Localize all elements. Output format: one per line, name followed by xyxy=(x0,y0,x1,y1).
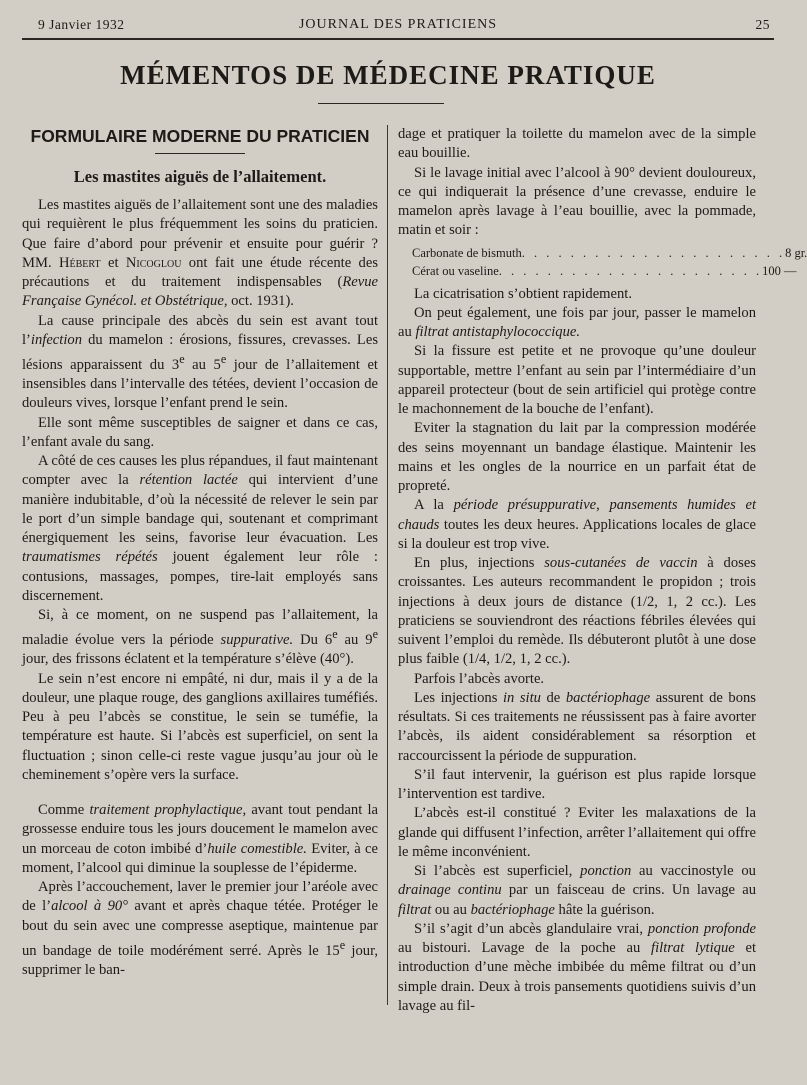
paragraph-presuppurative: A la période présuppurative, pansements humides et chauds toutes les deux heures. Applications locales de glace si la douleur est trop vive. xyxy=(398,497,757,552)
paragraph-cause: La cause principale des abcès du sein est avant tout l’infection du mamelon : érosions, fissures, crevasses. Les lésions apparaissent du 3e au 5e jour de l’allaitement et insensibles dans l’intervalle des tétées, devient l’occasion de douleurs vives, lorsque l’enfant prend le sein. xyxy=(22,312,378,412)
paragraph-filtrate: On peut également, une fois par jour, passer le mamelon au filtrat antistaphylococcique. xyxy=(398,304,756,340)
prescription-line: Carbonate de bismuth . . . . . . . . . . . . . . . . . . . . . . 8 gr. xyxy=(412,245,807,260)
main-title: MÉMENTOS DE MÉDECINE PRATIQUE xyxy=(120,60,656,90)
section-rule xyxy=(155,153,245,154)
paragraph-bleeding: Elle sont même susceptibles de saigner et dans ce cas, l’enfant avale du sang. xyxy=(22,414,378,450)
paragraph-symptoms: Le sein n’est encore ni empâté, ni dur, mais il y a de la douleur, une plaque rouge, des ganglions axillaires tuméfiés. Peu à peu l’abcès se constitue, le sein se tuméfie, la température est haute. Si l’abcès est superficiel, on sent la fluctuation ; sinon celle-ci reste vague jusqu’au jour où le cheminement s’opère vers la surface. xyxy=(22,670,378,783)
paragraph-after-birth: Après l’accouchement, laver le premier jour l’aréole avec de l’alcool à 90° avant et après chaque tétée. Protéger le bout du sein avec une compresse aseptique, maintenue par un bandage de toile modérément serré. Après le 15e jour, supprimer le ban- xyxy=(22,879,378,979)
paragraph-intervention: S’il faut intervenir, la guérison est plus rapide lorsque l’intervention est tardive. xyxy=(398,766,756,802)
paragraph-stagnation: Eviter la stagnation du lait par la compression modérée des seins moyennant un bandage élastique. Maintenir les mains et les ongles de la nourrice en un parfait état de propreté. xyxy=(398,420,756,494)
header-rule xyxy=(22,38,774,40)
paragraph-glandular: S’il s’agit d’un abcès glandulaire vrai, ponction profonde au bistouri. Lavage de la poche au filtrat lytique et introduction d’une mèche imbibée du même filtrat ou d’un simple drain. Deux à trois pansements quotidiens suivis d’un lavage au fil- xyxy=(398,920,757,1014)
title-rule xyxy=(318,103,444,104)
paragraph-prophylaxis: Comme traitement prophylactique, avant tout pendant la grossesse enduire tous les jours doucement le mamelon avec un morceau de coton imbibé d’huile comestible. Eviter, à ce moment, l’alcool qui diminue la souplesse de l’épiderme. xyxy=(22,802,378,876)
issue-date: 9 Janvier 1932 xyxy=(38,17,125,32)
right-column xyxy=(398,125,807,1016)
paragraph-continuation: dage et pratiquer la toilette du mamelon avec de la simple eau bouillie. xyxy=(398,126,756,162)
paragraph-superficial: Si l’abcès est superficiel, ponction au vaccinostyle ou drainage continu par un faisceau de crins. Un lavage au filtrat ou au bactériophage hâte la guérison. xyxy=(398,863,756,918)
prescription-line: Cérat ou vaseline . . . . . . . . . . . . . . . . . . . . . . 100 — xyxy=(412,263,797,278)
paragraph-crevasse: Si le lavage initial avec l’alcool à 90° devient douloureux, ce qui indiquerait la présence d’une crevasse, enduire le mamelon après lavage à l’eau bouillie, avec la pommade, matin et soir : xyxy=(398,164,756,239)
paragraph-bacteriophage: Les injections in situ de bactériophage assurent de bons résultats. Si ces traitements ne réussissent pas à faire avorter l’abcès, ils aident considérablement sa résorption et raccourcissent la période de suppuration. xyxy=(398,689,756,764)
paragraph-suppurative: Si, à ce moment, on ne suspend pas l’allaitement, la maladie évolue vers la période suppurative. Du 6e au 9e jour, des frissons éclatent et la température s’élève (40°). xyxy=(22,607,379,668)
left-column xyxy=(22,125,378,980)
column-divider xyxy=(387,125,388,1005)
paragraph-healing: La cicatrisation s’obtient rapidement. xyxy=(414,285,633,302)
paragraph-vaccine: En plus, injections sous-cutanées de vaccin à doses croissantes. Les auteurs recommandent le propidon ; trois injections à deux jours de distance (1/2, 1, 2 cc.). Les praticiens se souviendront des réactions fébriles élevées qui suivent l’emploi du remède. Ils débuteront plutôt à une dose plus faible (1/4, 1/2, 1, 2 cc.). xyxy=(398,555,756,668)
paragraph-retention: A côté de ces causes les plus répandues, il faut maintenant compter avec la rétention lactée qui intervient d’une manière indubitable, d’où la nécessité de relever le sein par le port d’un simple bandage qui, soutenant et comprimant énergiquement les seins, favorise leur évacuation. Les traumatismes répétés jouent également leur rôle : contusions, massages, pompes, tire-lait employés sans discernement. xyxy=(22,453,379,604)
journal-name: JOURNAL DES PRATICIENS xyxy=(298,17,498,32)
paragraph-abort: Parfois l’abcès avorte. xyxy=(414,670,545,687)
article-title: Les mastites aiguës de l’allaitement. xyxy=(73,167,327,186)
running-header xyxy=(22,17,774,39)
section-title: FORMULAIRE MODERNE DU PRATICIEN xyxy=(30,126,370,146)
paragraph-fissure: Si la fissure est petite et ne provoque qu’une douleur supportable, mettre l’enfant au sein par l’intermédiaire d’un appareil protecteur (bout de sein artificiel qui protège contre le machonnement de la bouche de l’enfant). xyxy=(398,343,756,417)
paragraph-constituted: L’abcès est-il constitué ? Eviter les malaxations de la glande qui diffusent l’infection, arrêter l’allaitement qui offre le même inconvénient. xyxy=(398,805,756,860)
prescription xyxy=(412,244,807,280)
page-number: 25 xyxy=(755,17,770,32)
paragraph-intro: Les mastites aiguës de l’allaitement sont une des maladies qui requièrent le plus fréquemment les soins du praticien. Que faire d’abord pour prévenir et ensuite pour guérir ? MM. Hébert et Nicoglou ont fait une étude récente des précautions et du traitement indispensables (Revue Française Gynécol. et Obstétrique, oct. 1931). xyxy=(22,197,378,310)
